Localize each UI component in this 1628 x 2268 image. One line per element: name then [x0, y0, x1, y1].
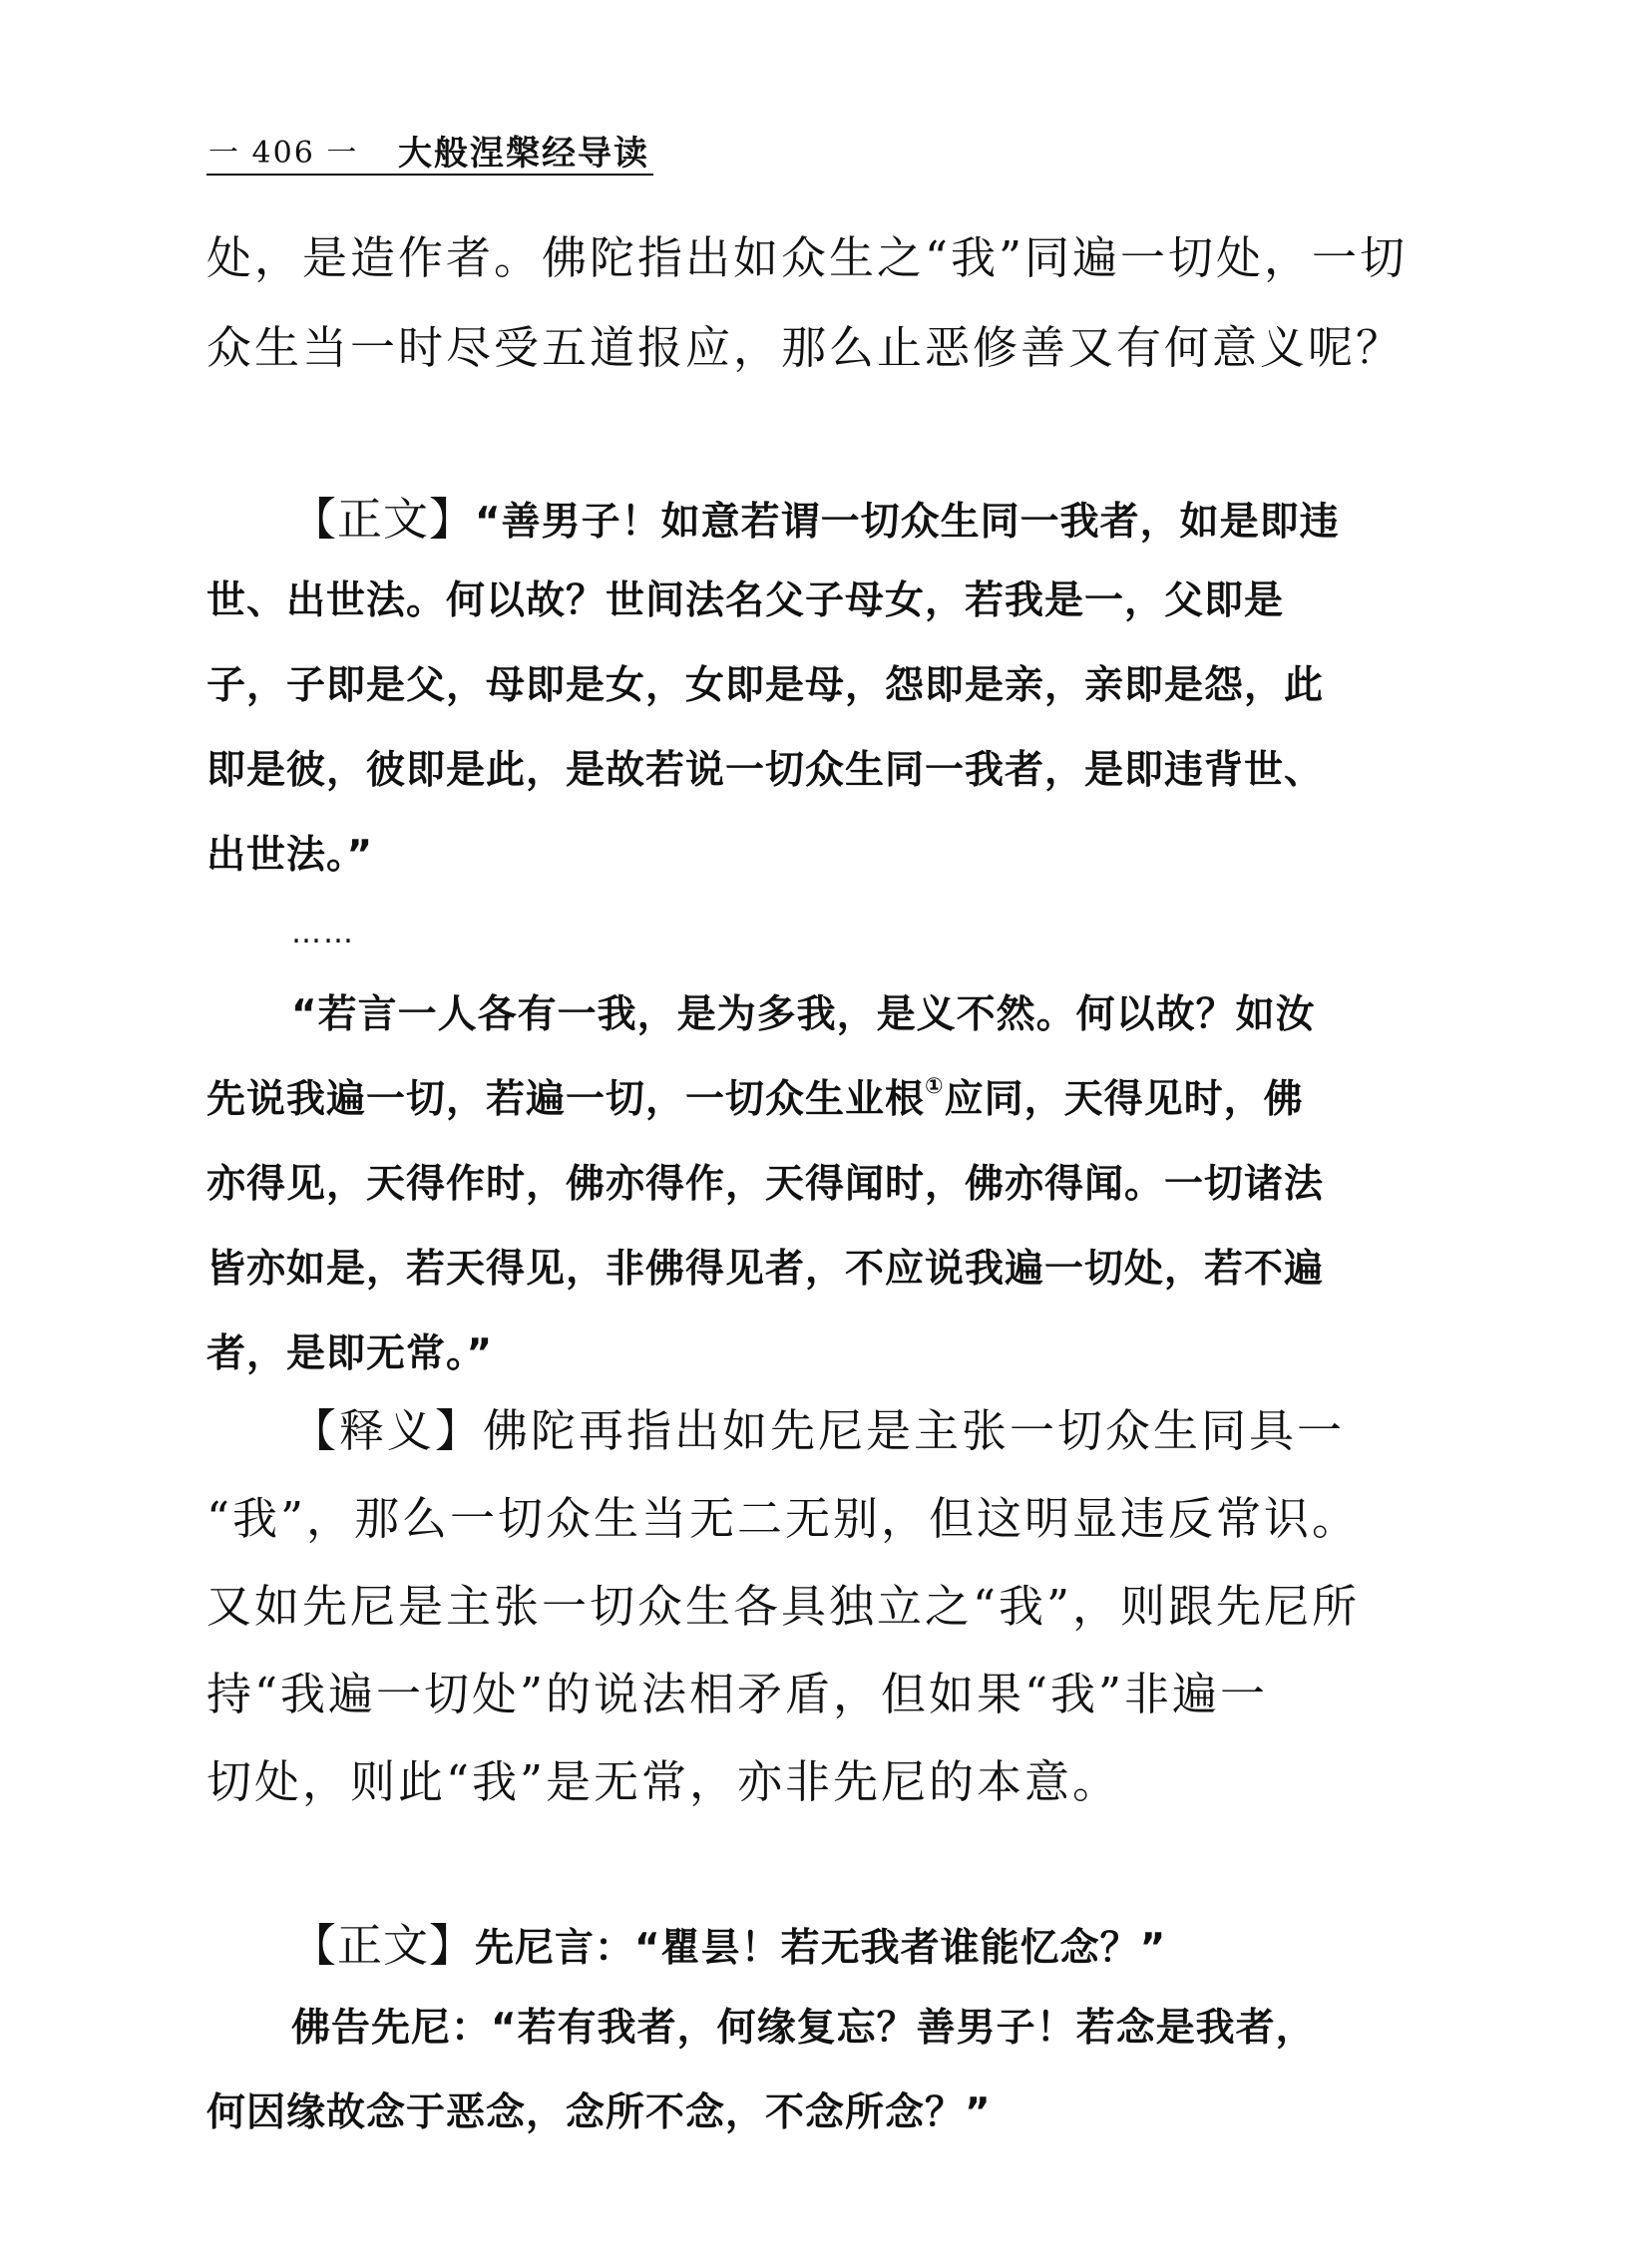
page-header: [206, 128, 653, 176]
scripture-text: “善男子！如意若谓一切众生同一我者，如是即违: [475, 500, 1340, 545]
section-label: 【释义】: [291, 1404, 484, 1457]
commentary-line: 持“我遍一切处”的说法相矛盾，但如果“我”非遍一: [206, 1668, 1269, 1720]
scripture-line: 者，是即无常。”: [206, 1331, 494, 1376]
scripture-line: 佛告先尼：“若有我者，何缘复忘？善男子！若念是我者，: [291, 2006, 1316, 2051]
section-label: 【正文】: [291, 493, 476, 546]
scripture-line: 出世法。”: [206, 833, 374, 878]
ellipsis: ……: [291, 916, 355, 950]
scripture-line: 皆亦如是，若天得见，非佛得见者，不应说我遍一切处，若不遍: [206, 1247, 1325, 1292]
commentary-line: 又如先尼是主张一切众生各具独立之“我”，则跟先尼所: [206, 1580, 1361, 1633]
body-line: 处，是造作者。佛陀指出如众生之“我”同遍一切处，一切: [206, 231, 1409, 284]
scripture-line: [206, 1074, 1304, 1122]
commentary-line: [291, 1404, 1346, 1457]
scripture-text: 先说我遍一切，若遍一切，一切众生业根: [206, 1077, 926, 1122]
scripture-line: 亦得见，天得作时，佛亦得作，天得闻时，佛亦得闻。一切诸法: [206, 1162, 1325, 1207]
commentary-line: “我”，那么一切众生当无二无别，但这明显违反常识。: [206, 1492, 1361, 1545]
commentary-text: 佛陀再指出如先尼是主张一切众生同具一: [483, 1404, 1346, 1457]
scripture-line: 即是彼，彼即是此，是故若说一切众生同一我者，是即违背世、: [206, 748, 1325, 793]
scripture-line: 子，子即是父，母即是女，女即是母，怨即是亲，亲即是怨，此: [206, 663, 1325, 708]
scripture-text: 应同，天得见时，佛: [944, 1077, 1304, 1122]
footnote-marker[interactable]: ①: [925, 1074, 945, 1099]
scripture-line: 世、出世法。何以故？世间法名父子母女，若我是一，父即是: [206, 578, 1285, 623]
section-label: 【正文】: [291, 1919, 476, 1972]
scripture-line: “若言一人各有一我，是为多我，是义不然。何以故？如汝: [291, 992, 1316, 1037]
scripture-line: 何因缘故念于恶念，念所不念，不念所念？”: [206, 2090, 992, 2135]
scripture-line: [291, 493, 1340, 546]
book-title: 大般涅槃经导读: [398, 134, 649, 174]
scripture-text: 先尼言：“瞿昙！若无我者谁能忆念？”: [475, 1926, 1167, 1971]
body-line: 众生当一时尽受五道报应，那么止恶修善又有何意义呢？: [206, 321, 1405, 374]
page-number: 一 406 一: [208, 136, 359, 171]
commentary-line: 切处，则此“我”是无常，亦非先尼的本意。: [206, 1755, 1121, 1808]
scripture-line: [291, 1919, 1167, 1972]
